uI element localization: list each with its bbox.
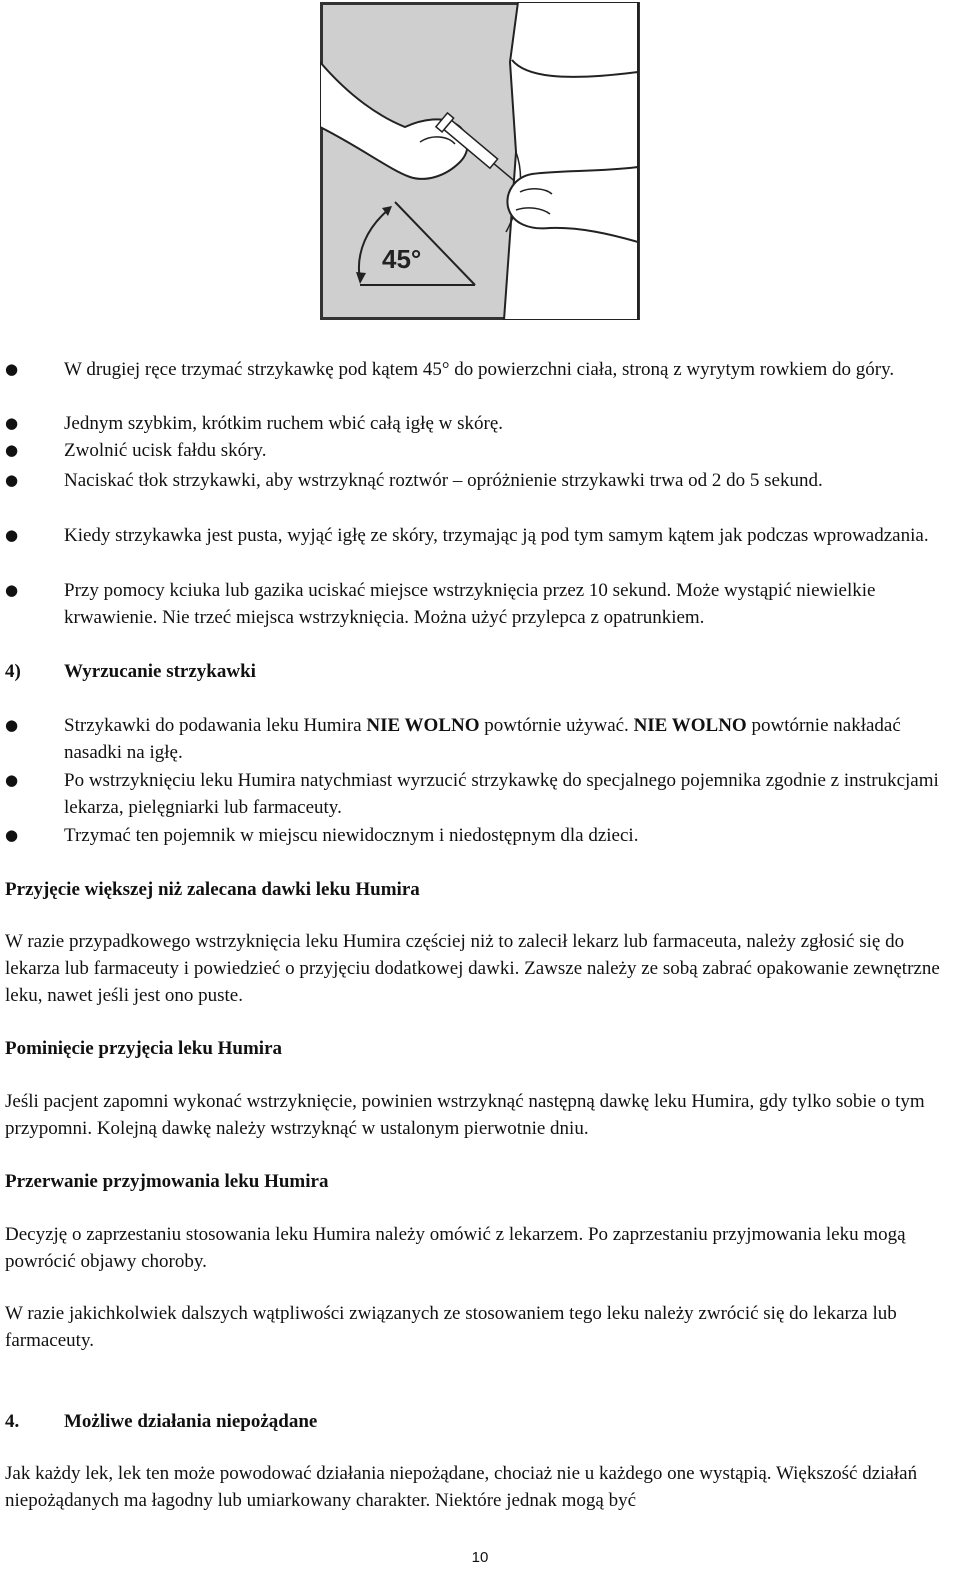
bullet-disposal-1: ● Strzykawki do podawania leku Humira NIE WOLNO powtórnie używać. NIE WOLNO powtórnie nakładać nasadki na igłę. bbox=[5, 712, 957, 766]
stopping-text-1: Decyzję o zaprzestaniu stosowania leku Humira należy omówić z lekarzem. Po zaprzestaniu przyjmowania leku mogą powrócić objawy choroby. bbox=[5, 1224, 906, 1272]
overdose-text: W razie przypadkowego wstrzyknięcia leku Humira częściej niż to zalecił lekarz lub farmaceuta, należy zgłosić się do lekarza lub farmaceuty i powiedzieć o przyjęciu dodatkowej dawki. Zawsze należy ze sobą zabrać opakowanie zewnętrzne leku, nawet jeśli jest ono puste. bbox=[5, 931, 940, 1006]
stopping-heading: Przerwanie przyjmowania leku Humira bbox=[5, 1171, 329, 1192]
bullet-icon: ● bbox=[5, 441, 19, 459]
bullet-icon: ● bbox=[5, 526, 19, 544]
overdose-heading: Przyjęcie większej niż zalecana dawki leku Humira bbox=[5, 879, 420, 900]
bullet-icon: ● bbox=[5, 471, 19, 489]
bullet-disposal-2: ● Po wstrzyknięciu leku Humira natychmiast wyrzucić strzykawkę do specjalnego pojemnika zgodnie z instrukcjami lekarza, pielęgniarki lub farmaceuty. bbox=[5, 767, 957, 821]
section-heading-disposal: 4) Wyrzucanie strzykawki bbox=[5, 661, 256, 682]
bullet-item-3: ● Zwolnić ucisk fałdu skóry. bbox=[5, 437, 957, 464]
missed-text: Jeśli pacjent zapomni wykonać wstrzyknięcie, powinien wstrzyknąć następną dawkę leku Humira, gdy tylko sobie o tym przypomni. Kolejną dawkę należy wstrzyknąć w ustalonym pierwotnie dniu. bbox=[5, 1091, 925, 1139]
bullet-icon: ● bbox=[5, 716, 19, 734]
bullet-item-5: ● Kiedy strzykawka jest pusta, wyjąć igłę ze skóry, trzymając ją pod tym samym kątem jak podczas wprowadzania. bbox=[5, 522, 957, 549]
missed-heading: Pominięcie przyjęcia leku Humira bbox=[5, 1038, 283, 1059]
bullet-item-2: ● Jednym szybkim, krótkim ruchem wbić całą igłę w skórę. bbox=[5, 410, 957, 437]
angle-label: 45° bbox=[382, 244, 422, 274]
bullet-icon: ● bbox=[5, 581, 19, 599]
bullet-icon: ● bbox=[5, 826, 19, 844]
bullet-item-1: ● W drugiej ręce trzymać strzykawkę pod kątem 45° do powierzchni ciała, stroną z wyrytym rowkiem do góry. bbox=[5, 356, 957, 383]
stopping-text-2: W razie jakichkolwiek dalszych wątpliwości związanych ze stosowaniem tego leku należy zwrócić się do lekarza lub farmaceuty. bbox=[5, 1303, 897, 1351]
side-effects-heading: 4. Możliwe działania niepożądane bbox=[5, 1411, 318, 1432]
bullet-icon: ● bbox=[5, 771, 19, 789]
page-number: 10 bbox=[471, 1549, 489, 1566]
side-effects-text: Jak każdy lek, lek ten może powodować działania niepożądane, chociaż nie u każdego one wystąpią. Większość działań niepożądanych ma łagodny lub umiarkowany charakter. Niektóre jednak mogą być bbox=[5, 1463, 918, 1511]
bullet-disposal-3: ● Trzymać ten pojemnik w miejscu niewidocznym i niedostępnym dla dzieci. bbox=[5, 822, 957, 849]
bullet-item-6: ● Przy pomocy kciuka lub gazika uciskać miejsce wstrzyknięcia przez 10 sekund. Może wystąpić niewielkie krwawienie. Nie trzeć miejsca wstrzyknięcia. Można użyć przylepca z opatrunkiem. bbox=[5, 577, 957, 631]
bullet-icon: ● bbox=[5, 414, 19, 432]
bullet-icon: ● bbox=[5, 360, 19, 378]
bullet-item-4: ● Naciskać tłok strzykawki, aby wstrzyknąć roztwór – opróżnienie strzykawki trwa od 2 do 5 sekund. bbox=[5, 467, 957, 494]
injection-illustration bbox=[320, 2, 640, 320]
